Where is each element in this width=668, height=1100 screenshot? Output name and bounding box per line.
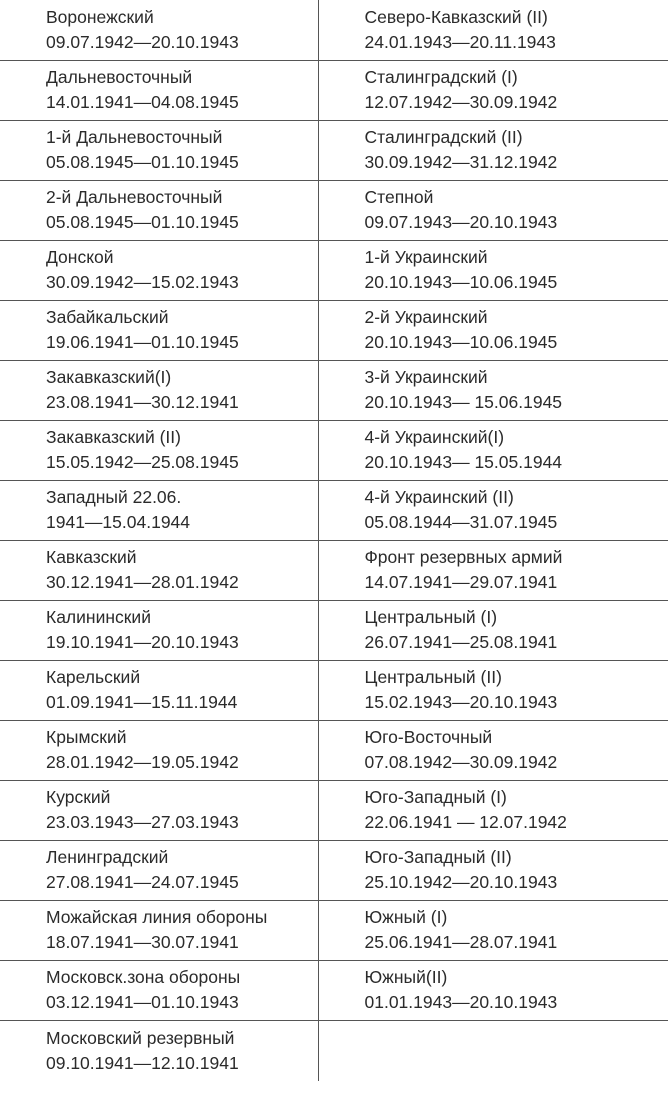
front-dates: 22.06.1941 — 12.07.1942 (364, 812, 567, 832)
front-dates: 19.10.1941—20.10.1943 (46, 632, 239, 652)
front-dates: 01.01.1943—20.10.1943 (364, 992, 558, 1012)
table-cell (318, 0, 668, 60)
front-name: Закавказский(I) (46, 367, 172, 387)
front-name: Южный(II) (364, 967, 448, 987)
front-dates: 25.06.1941—28.07.1941 (364, 932, 558, 952)
front-dates: 14.01.1941—04.08.1945 (46, 92, 239, 112)
front-name: Центральный (I) (364, 607, 498, 627)
front-name: 2-й Украинский (364, 307, 488, 327)
table-row (0, 120, 668, 180)
table-row (0, 0, 668, 60)
front-name: Центральный (II) (364, 667, 502, 687)
table-cell (318, 60, 668, 120)
front-name: Крымский (46, 727, 127, 747)
front-name: Южный (I) (364, 907, 448, 927)
front-name: 4-й Украинский (II) (364, 487, 514, 507)
front-name: Калининский (46, 607, 151, 627)
front-name: 2-й Дальневосточный (46, 187, 223, 207)
table-row (0, 720, 668, 780)
front-name: Юго-Западный (I) (364, 787, 507, 807)
front-dates: 12.07.1942—30.09.1942 (364, 92, 558, 112)
front-dates: 25.10.1942—20.10.1943 (364, 872, 558, 892)
front-name: Фронт резервных армий (364, 547, 563, 567)
table-cell-empty (318, 1020, 668, 1081)
table-cell (318, 240, 668, 300)
front-name: Юго-Западный (II) (364, 847, 512, 867)
table-cell (0, 180, 318, 240)
table-cell (0, 0, 318, 60)
front-name: Карельский (46, 667, 141, 687)
front-dates: 30.09.1942—15.02.1943 (46, 272, 239, 292)
table-cell (0, 480, 318, 540)
table-row (0, 1020, 668, 1081)
table-cell (318, 900, 668, 960)
table-cell (318, 720, 668, 780)
front-name: Дальневосточный (46, 67, 193, 87)
table-row (0, 540, 668, 600)
front-dates: 05.08.1945—01.10.1945 (46, 212, 239, 232)
front-dates: 15.05.1942—25.08.1945 (46, 452, 239, 472)
front-dates: 07.08.1942—30.09.1942 (364, 752, 558, 772)
front-name: Кавказский (46, 547, 137, 567)
front-name: Московский резервный (46, 1027, 235, 1048)
table-cell (0, 360, 318, 420)
front-dates: 09.10.1941—12.10.1941 (46, 1052, 239, 1073)
table-cell (318, 540, 668, 600)
table-cell (318, 660, 668, 720)
table-row (0, 480, 668, 540)
table-cell (0, 660, 318, 720)
table-cell (0, 240, 318, 300)
table-row (0, 960, 668, 1020)
table-cell (318, 120, 668, 180)
table-row (0, 840, 668, 900)
table-row (0, 600, 668, 660)
front-name: 3-й Украинский (364, 367, 488, 387)
front-dates: 23.03.1943—27.03.1943 (46, 812, 239, 832)
table-cell (0, 120, 318, 180)
table-cell (318, 960, 668, 1020)
table-cell (318, 780, 668, 840)
front-name: Воронежский (46, 6, 154, 27)
front-name: Юго-Восточный (364, 727, 493, 747)
table-row (0, 300, 668, 360)
front-name: 4-й Украинский(I) (364, 427, 505, 447)
front-dates: 05.08.1944—31.07.1945 (364, 512, 558, 532)
table-cell (0, 300, 318, 360)
table-cell (0, 960, 318, 1020)
table-row (0, 180, 668, 240)
table-cell (0, 840, 318, 900)
front-name: 1-й Украинский (364, 247, 488, 267)
front-dates: 15.02.1943—20.10.1943 (364, 692, 558, 712)
table-row (0, 420, 668, 480)
table-row (0, 240, 668, 300)
front-name: Северо-Кавказский (II) (364, 6, 548, 27)
front-name: Сталинградский (II) (364, 127, 523, 147)
table-row (0, 360, 668, 420)
table-row (0, 60, 668, 120)
front-dates: 30.09.1942—31.12.1942 (364, 152, 558, 172)
table-cell (0, 720, 318, 780)
front-name: Можайская линия обороны (46, 907, 268, 927)
table-cell (318, 600, 668, 660)
table-cell (0, 1020, 318, 1081)
front-dates: 18.07.1941—30.07.1941 (46, 932, 239, 952)
front-dates: 26.07.1941—25.08.1941 (364, 632, 558, 652)
front-dates: 28.01.1942—19.05.1942 (46, 752, 239, 772)
table-cell (318, 480, 668, 540)
front-dates: 20.10.1943— 15.06.1945 (364, 392, 563, 412)
table-cell (0, 900, 318, 960)
table-cell (318, 300, 668, 360)
front-name: Сталинградский (I) (364, 67, 518, 87)
front-dates: 01.09.1941—15.11.1944 (46, 692, 238, 712)
front-dates: 14.07.1941—29.07.1941 (364, 572, 558, 592)
table-cell (318, 420, 668, 480)
front-dates: 1941—15.04.1944 (46, 512, 191, 532)
table-row (0, 660, 668, 720)
front-dates: 09.07.1943—20.10.1943 (364, 212, 558, 232)
front-name: Донской (46, 247, 114, 267)
front-dates: 24.01.1943—20.11.1943 (364, 31, 556, 52)
table-cell (0, 780, 318, 840)
front-dates: 09.07.1942—20.10.1943 (46, 31, 239, 52)
table-row (0, 900, 668, 960)
front-name: Курский (46, 787, 111, 807)
front-dates: 05.08.1945—01.10.1945 (46, 152, 239, 172)
front-name: Московск.зона обороны (46, 967, 241, 987)
front-dates: 19.06.1941—01.10.1945 (46, 332, 239, 352)
table-cell (318, 360, 668, 420)
front-name: 1-й Дальневосточный (46, 127, 223, 147)
front-dates: 30.12.1941—28.01.1942 (46, 572, 239, 592)
table-cell (318, 180, 668, 240)
table-cell (0, 60, 318, 120)
front-name: Степной (364, 187, 434, 207)
table-cell (0, 420, 318, 480)
table-cell (0, 540, 318, 600)
front-dates: 27.08.1941—24.07.1945 (46, 872, 239, 892)
front-dates: 20.10.1943—10.06.1945 (364, 332, 558, 352)
front-dates: 20.10.1943— 15.05.1944 (364, 452, 563, 472)
table-cell (0, 600, 318, 660)
front-dates: 23.08.1941—30.12.1941 (46, 392, 239, 412)
front-name: Закавказский (II) (46, 427, 181, 447)
front-name: Западный 22.06. (46, 487, 182, 507)
table-row (0, 780, 668, 840)
front-dates: 03.12.1941—01.10.1943 (46, 992, 239, 1012)
front-dates: 20.10.1943—10.06.1945 (364, 272, 558, 292)
table-cell (318, 840, 668, 900)
front-name: Забайкальский (46, 307, 169, 327)
front-name: Ленинградский (46, 847, 169, 867)
